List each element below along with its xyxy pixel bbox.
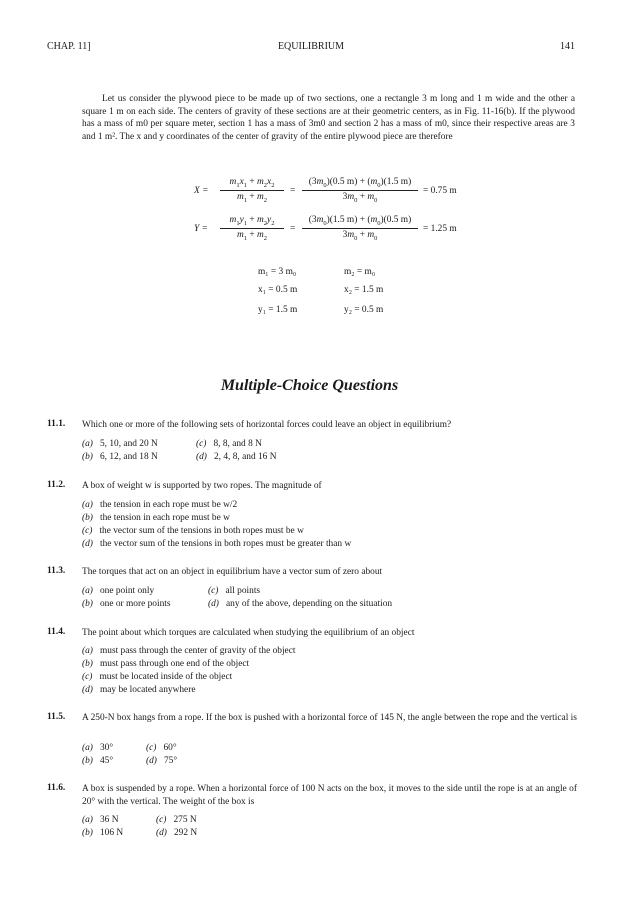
option-c: (c) must be located inside of the object <box>82 672 233 682</box>
question-stem: A box is suspended by a rope. When a horizontal force of 100 N acts on the box, it moves to the side until the rope is at an angle of 20° with the vertical. The weight of the box is <box>82 784 577 807</box>
option-a: (a) one point only <box>82 586 155 596</box>
question-number: 11.2. <box>47 480 66 490</box>
option-d: (d) the vector sum of the tensions in both ropes must be greater than w <box>82 539 352 549</box>
value-y1: y₁ = 1.5 m <box>258 305 298 315</box>
question-stem: The point about which torques are calculated when studying the equilibrium of an object <box>82 628 415 638</box>
option-b: (b) must pass through one end of the object <box>82 659 250 669</box>
question-stem: Which one or more of the following sets of horizontal forces could leave an object in equilibrium? <box>82 420 452 430</box>
page-number: 141 <box>560 41 575 52</box>
value-x1: x₁ = 0.5 m <box>258 285 298 295</box>
question-number: 11.1. <box>47 419 66 429</box>
option-c: (c) 275 N <box>156 815 197 825</box>
value-m2: m₂ = m₀ <box>344 267 376 277</box>
option-d: (d) 292 N <box>156 828 198 838</box>
chapter-label: CHAP. 11] <box>47 41 91 52</box>
option-a: (a) the tension in each rope must be w/2 <box>82 500 238 510</box>
question-stem: A box of weight w is supported by two ropes. The magnitude of <box>82 481 322 491</box>
x-result: = 0.75 m <box>423 186 457 196</box>
option-c: (c) 8, 8, and 8 N <box>196 439 262 449</box>
option-c: (c) 60° <box>146 743 177 753</box>
section-title: Multiple-Choice Questions <box>220 377 399 394</box>
value-m1: m₁ = 3 m₀ <box>258 267 297 277</box>
option-d: (d) 75° <box>146 756 178 766</box>
question-stem: A 250-N box hangs from a rope. If the box is pushed with a horizontal force of 145 N, the angle between the rope and the vertical is <box>82 713 577 723</box>
page-header <box>47 41 575 55</box>
question-number: 11.3. <box>47 566 66 576</box>
question-number: 11.6. <box>47 783 66 793</box>
y-result: = 1.25 m <box>423 224 457 234</box>
option-a: (a) must pass through the center of gravity of the object <box>82 646 296 656</box>
y-equation: Y = $\frac{m_1y_1 + m_2y_2}{m_1 + m_2}$ = $\frac{(3m_0)(1.5 m) + (m_0)(0.5 m)}{3m_0 + m_0}$ = 1.25 m <box>194 215 457 242</box>
option-d: (d) may be located anywhere <box>82 685 196 695</box>
question-stem: The torques that act on an object in equilibrium have a vector sum of zero about <box>82 567 383 577</box>
option-b: (b) 6, 12, and 18 N <box>82 452 158 462</box>
option-b: (b) 45° <box>82 756 114 766</box>
option-a: (a) 36 N <box>82 815 119 825</box>
question-number: 11.5. <box>47 712 66 722</box>
option-b: (b) 106 N <box>82 828 124 838</box>
running-title: EQUILIBRIUM <box>277 41 345 52</box>
option-d: (d) any of the above, depending on the situation <box>208 599 393 609</box>
option-c: (c) the vector sum of the tensions in both ropes must be w <box>82 526 304 536</box>
value-y2: y₂ = 0.5 m <box>344 305 384 315</box>
x-equation: X = $\frac{m_1x_1 + m_2x_2}{m_1 + m_2}$ = $\frac{(3m_0)(0.5 m) + (m_0)(1.5 m)}{3m_0 + m_0}$ = 0.75 m <box>194 177 457 204</box>
option-c: (c) all points <box>208 586 261 596</box>
value-x2: x₂ = 1.5 m <box>344 285 384 295</box>
option-a: (a) 5, 10, and 20 N <box>82 439 158 449</box>
question-number: 11.4. <box>47 627 66 637</box>
option-b: (b) the tension in each rope must be w <box>82 513 230 523</box>
intro-paragraph: Let us consider the plywood piece to be made up of two sections, one a rectangle 3 m long and 1 m wide and the other a square 1 m on each side. The centers of gravity of these sections are at their geometric centers, as in Fig. 11-16(b). If the plywood has a mass of m0 per square meter, section 1 has a mass of 3m0 and section 2 has a mass of m0, since their respective areas are 3 and 1 m². The x and y coordinates of the center of gravity of the entire plywood piece are therefore <box>82 94 575 143</box>
option-a: (a) 30° <box>82 743 114 753</box>
option-d: (d) 2, 4, 8, and 16 N <box>196 452 277 462</box>
option-b: (b) one or more points <box>82 599 171 609</box>
